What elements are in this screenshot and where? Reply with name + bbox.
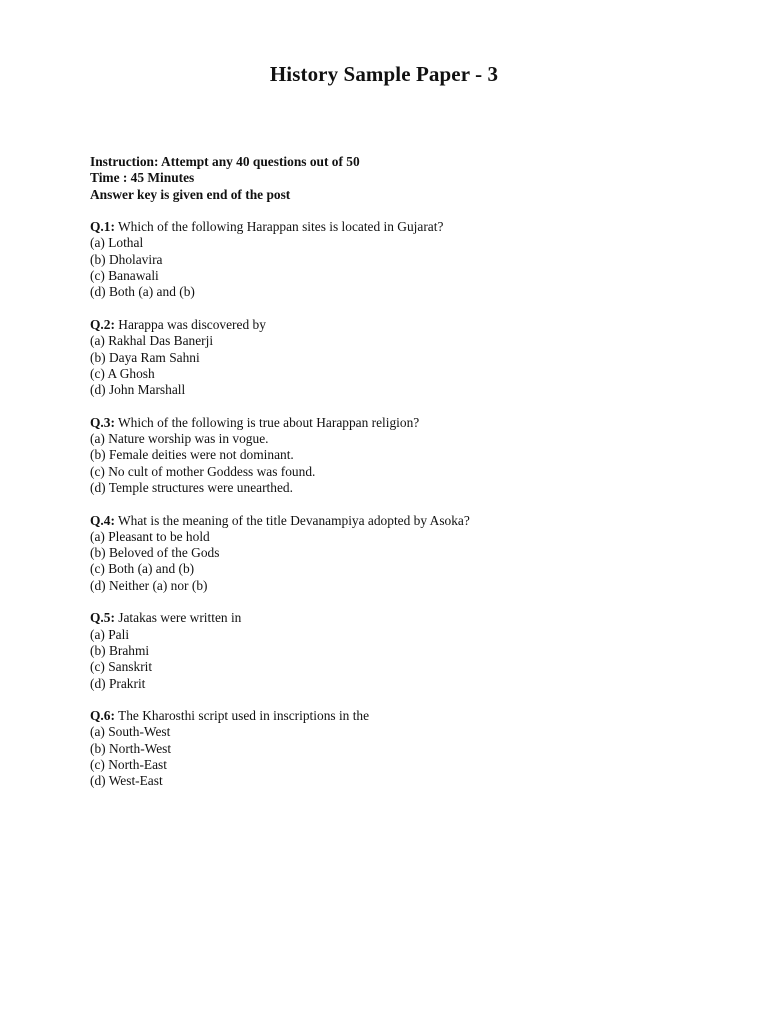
option-a: (a) Nature worship was in vogue. bbox=[90, 431, 269, 447]
question-number: Q.6: bbox=[90, 708, 115, 724]
question-6 bbox=[90, 708, 540, 789]
question-stem bbox=[90, 513, 610, 529]
question-number: Q.5: bbox=[90, 610, 115, 626]
option-c: (c) A Ghosh bbox=[90, 365, 155, 381]
question-text: Jatakas were written in bbox=[118, 610, 242, 626]
question-3 bbox=[90, 415, 540, 496]
option-d: (d) Neither (a) nor (b) bbox=[90, 577, 208, 593]
question-number: Q.2: bbox=[90, 316, 115, 332]
question-stem bbox=[90, 708, 540, 724]
question-stem bbox=[90, 317, 540, 333]
option-b: (b) Beloved of the Gods bbox=[90, 545, 220, 561]
option-c: (c) Both (a) and (b) bbox=[90, 561, 195, 577]
option-b: (b) Brahmi bbox=[90, 642, 150, 658]
option-c: (c) No cult of mother Goddess was found. bbox=[90, 463, 316, 479]
option-c: (c) Sanskrit bbox=[90, 659, 153, 675]
instructions-block bbox=[90, 154, 540, 203]
option-c: (c) North-East bbox=[90, 756, 167, 772]
option-b: (b) Female deities were not dominant. bbox=[90, 447, 294, 463]
question-text: What is the meaning of the title Devanampiya adopted by Asoka? bbox=[118, 512, 470, 528]
question-5 bbox=[90, 610, 540, 691]
question-4 bbox=[90, 513, 540, 594]
instruction-line: Instruction: Attempt any 40 questions out of 50 bbox=[90, 154, 360, 169]
option-d: (d) John Marshall bbox=[90, 382, 186, 398]
option-b: (b) North-West bbox=[90, 740, 172, 756]
question-stem bbox=[90, 219, 540, 235]
option-a: (a) South-West bbox=[90, 724, 171, 740]
option-a: (a) Pleasant to be hold bbox=[90, 528, 210, 544]
question-text: Which of the following Harappan sites is located in Gujarat? bbox=[118, 219, 444, 235]
question-stem bbox=[90, 415, 610, 431]
question-number: Q.4: bbox=[90, 512, 115, 528]
option-c: (c) Banawali bbox=[90, 268, 159, 284]
option-a: (a) Lothal bbox=[90, 235, 144, 251]
option-a: (a) Pali bbox=[90, 626, 130, 642]
option-b: (b) Daya Ram Sahni bbox=[90, 349, 200, 365]
option-d: (d) West-East bbox=[90, 773, 163, 789]
question-text: The Kharosthi script used in inscriptions in the bbox=[118, 708, 370, 724]
option-b: (b) Dholavira bbox=[90, 251, 163, 267]
paper-content bbox=[90, 154, 540, 790]
question-stem bbox=[90, 610, 540, 626]
question-number: Q.1: bbox=[90, 219, 115, 235]
option-d: (d) Temple structures were unearthed. bbox=[90, 479, 293, 495]
paper-title: History Sample Paper - 3 bbox=[269, 62, 499, 86]
question-text: Which of the following is true about Harappan religion? bbox=[118, 414, 420, 430]
question-1 bbox=[90, 219, 540, 300]
option-d: (d) Prakrit bbox=[90, 675, 146, 691]
question-text: Harappa was discovered by bbox=[118, 316, 266, 332]
option-a: (a) Rakhal Das Banerji bbox=[90, 333, 214, 349]
answer-key-note: Answer key is given end of the post bbox=[90, 186, 291, 202]
time-line: Time : 45 Minutes bbox=[90, 170, 195, 186]
question-2 bbox=[90, 317, 540, 398]
question-number: Q.3: bbox=[90, 414, 115, 430]
option-d: (d) Both (a) and (b) bbox=[90, 284, 195, 300]
